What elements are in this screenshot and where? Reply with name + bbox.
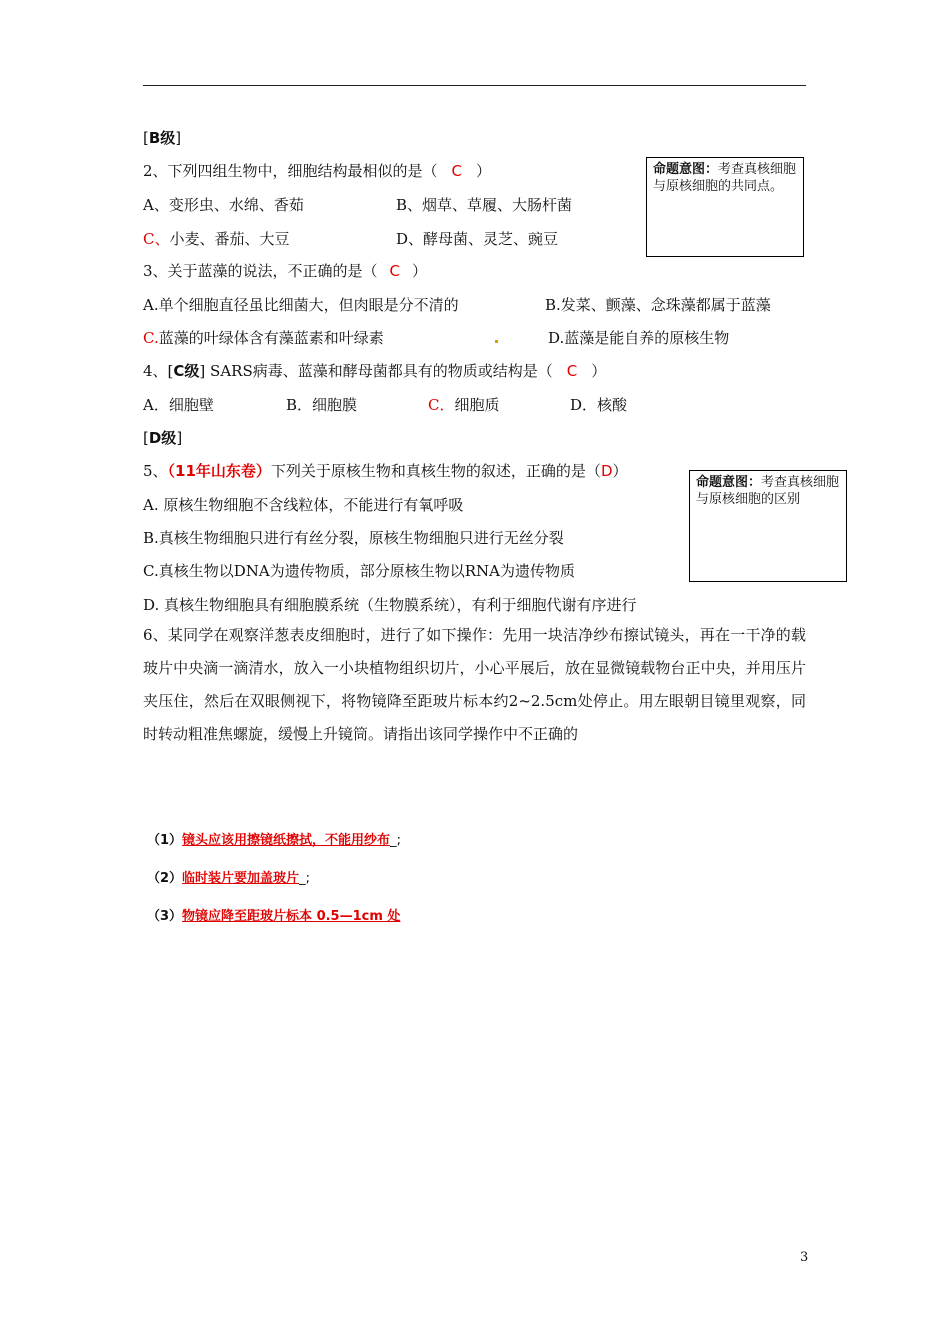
header-rule [143,85,806,86]
question-3-option-b: B.发菜、颤藻、念珠藻都属于蓝藻 [545,296,771,314]
question-3-option-c: C.蓝藻的叶绿体含有藻蓝素和叶绿素 [143,329,384,347]
question-5-stem: 5、（11年山东卷）下列关于原核生物和真核生物的叙述，正确的是（D） [143,462,628,480]
question-5-option-c: C.真核生物以DNA为遗传物质，部分原核生物以RNA为遗传物质 [143,562,575,580]
question-4-stem: 4、[C级] SARS病毒、蓝藻和酵母菌都具有的物质或结构是（ C ） [143,362,607,380]
question-2-stem: 2、下列四组生物中，细胞结构最相似的是（ C ） [143,162,492,180]
question-5-option-b: B.真核生物细胞只进行有丝分裂，原核生物细胞只进行无丝分裂 [143,529,564,547]
question-3-option-d: D.蓝藻是能自养的原核生物 [548,329,730,347]
question-6-text: 6、某同学在观察洋葱表皮细胞时，进行了如下操作：先用一块洁净纱布擦试镜头，再在一干净的载玻片中央滴一滴清水，放入一小块植物组织切片，小心平展后，放在显微镜载物台正中央，并用压片夹压住，然后在双眼侧视下，将物镜降至距玻片标本约2~2.5cm处停止。用左眼朝目镜里观察，同时转动粗准焦螺旋，缓慢上升镜筒。请指出该同学操作中不正确的 [143,626,806,743]
question-2-option-b: B、烟草、草履、大肠杆菌 [396,196,573,214]
question-5-option-d: D. 真核生物细胞具有细胞膜系统（生物膜系统），有利于细胞代谢有序进行 [143,596,637,614]
question-4-option-c: C．细胞质 [428,396,500,414]
question-4-answer: C [566,362,578,380]
question-4-option-a: A．细胞壁 [143,396,214,414]
question-5-answer: D [600,462,613,480]
decorative-dot [495,340,498,343]
intent-note-box-2: 命题意图：考查真核细胞与原核细胞的区别 [689,470,847,582]
question-3-answer: C [389,262,401,280]
question-4-option-b: B．细胞膜 [286,396,358,414]
question-3-stem: 3、关于蓝藻的说法，不正确的是（ C ） [143,262,428,280]
question-2-option-d: D、酵母菌、灵芝、豌豆 [396,230,559,248]
question-4-option-d: D．核酸 [570,396,628,414]
level-d-heading: [D级] [143,429,183,447]
question-2-option-a: A、变形虫、水绵、香茹 [143,196,304,214]
answer-line-3: （3）物镜应降至距玻片标本 0.5—1cm 处 [147,909,401,924]
level-b-heading: [B级] [143,129,182,147]
question-3-option-a: A.单个细胞直径虽比细菌大，但肉眼是分不清的 [143,296,459,314]
question-2-answer: C [451,162,463,180]
question-5-source: （11年山东卷） [167,462,271,480]
question-2-option-c: C、小麦、番茄、大豆 [143,230,290,248]
answer-line-1: （1）镜头应该用擦镜纸擦拭，不能用纱布_; [147,833,401,848]
page-number: 3 [800,1250,809,1265]
answer-line-2: （2）临时装片要加盖玻片_; [147,871,310,886]
intent-note-box-1: 命题意图：考查真核细胞与原核细胞的共同点。 [646,157,804,257]
question-5-option-a: A. 原核生物细胞不含线粒体，不能进行有氧呼吸 [143,496,464,514]
